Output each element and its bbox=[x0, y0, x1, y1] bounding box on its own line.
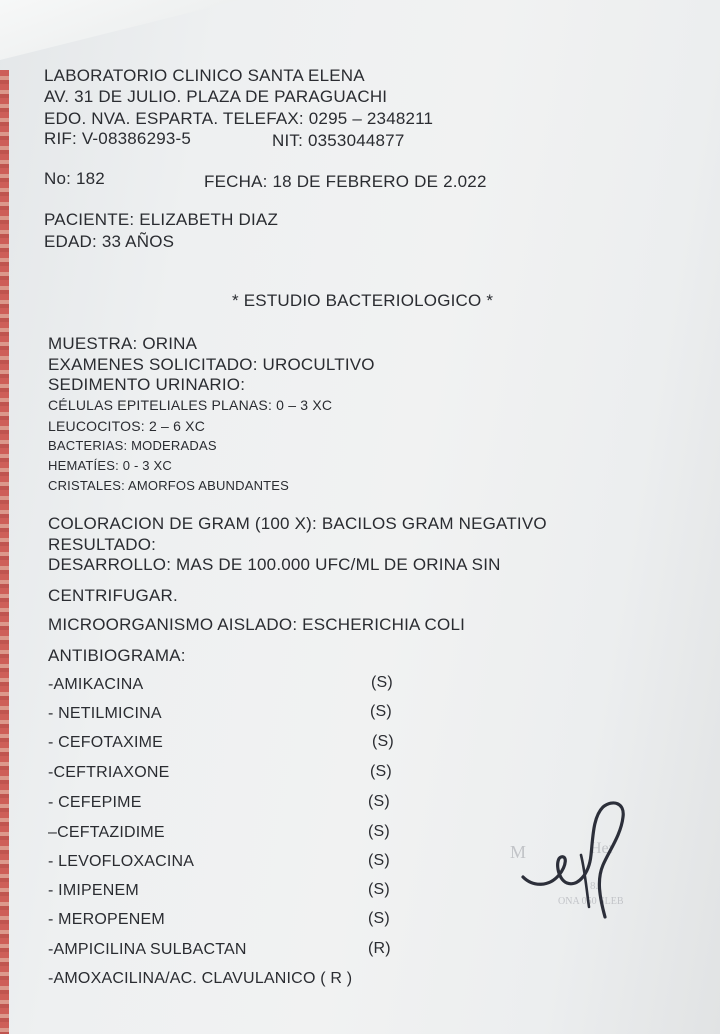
antibiotic-result: (S) bbox=[368, 852, 390, 869]
antibiogram-title: ANTIBIOGRAMA: bbox=[48, 646, 186, 665]
antibiotic-name-last: -AMOXACILINA/AC. CLAVULANICO ( R ) bbox=[48, 970, 353, 987]
antibiotic-result: (S) bbox=[368, 910, 390, 927]
gram-stain: COLORACION DE GRAM (100 X): BACILOS GRAM NEGATIVO bbox=[48, 514, 547, 533]
antibiotic-name: -AMPICILINA SULBACTAN bbox=[48, 941, 247, 958]
bacteria: BACTERIAS: MODERADAS bbox=[48, 438, 217, 453]
leukocytes: LEUCOCITOS: 2 – 6 XC bbox=[48, 418, 206, 434]
antibiotic-result: (S) bbox=[370, 703, 392, 720]
antibiotic-name: -CEFTRIAXONE bbox=[48, 764, 170, 781]
antibiotic-result: (R) bbox=[368, 940, 391, 957]
patient-age: EDAD: 33 AÑOS bbox=[44, 232, 175, 251]
antibiotic-result: (S) bbox=[372, 733, 394, 750]
crystals: CRISTALES: AMORFOS ABUNDANTES bbox=[48, 478, 290, 493]
antibiotic-name: - MEROPENEM bbox=[48, 911, 165, 928]
lab-name: LABORATORIO CLINICO SANTA ELENA bbox=[44, 66, 365, 85]
antibiotic-name: - CEFOTAXIME bbox=[48, 734, 163, 751]
red-cells: HEMATÍES: 0 - 3 XC bbox=[48, 458, 172, 473]
record-date: FECHA: 18 DE FEBRERO DE 2.022 bbox=[204, 172, 487, 191]
antibiotic-name: -AMIKACINA bbox=[48, 676, 144, 693]
antibiotic-name: –CEFTAZIDIME bbox=[48, 824, 165, 841]
antibiotic-result: (S) bbox=[368, 823, 390, 840]
lab-rif: RIF: V-08386293-5 bbox=[44, 129, 192, 148]
antibiotic-name: - IMIPENEM bbox=[48, 882, 139, 899]
result-label: RESULTADO: bbox=[48, 535, 157, 554]
epithelial-cells: CÉLULAS EPITELIALES PLANAS: 0 – 3 XC bbox=[48, 397, 333, 413]
antibiotic-result: (S) bbox=[370, 763, 392, 780]
signature bbox=[515, 795, 645, 925]
sample-type: MUESTRA: ORINA bbox=[48, 334, 198, 353]
antibiotic-name: - LEVOFLOXACINA bbox=[48, 853, 195, 870]
isolated-organism: MICROORGANISMO AISLADO: ESCHERICHIA COLI bbox=[48, 615, 466, 634]
antibiotic-result: (S) bbox=[368, 793, 390, 810]
growth-result: DESARROLLO: MAS DE 100.000 UFC/ML DE ORINA SIN bbox=[48, 555, 501, 574]
lab-location-phone: EDO. NVA. ESPARTA. TELEFAX: 0295 – 2348211 bbox=[44, 109, 434, 128]
antibiotic-result: (S) bbox=[368, 881, 390, 898]
growth-result-cont: CENTRIFUGAR. bbox=[48, 586, 178, 605]
paper-edge-stripe bbox=[0, 70, 9, 1034]
sediment-title: SEDIMENTO URINARIO: bbox=[48, 375, 246, 394]
stamp-text: M bbox=[510, 842, 527, 862]
stamp-text: ONA 050 SLEB bbox=[558, 896, 624, 907]
antibiotic-result: (S) bbox=[371, 674, 393, 691]
record-number: No: 182 bbox=[44, 169, 105, 188]
study-title: * ESTUDIO BACTERIOLOGICO * bbox=[232, 291, 494, 310]
requested-exams: EXAMENES SOLICITADO: UROCULTIVO bbox=[48, 355, 375, 374]
stamp-text: 8. bbox=[590, 880, 599, 892]
antibiotic-name: - NETILMICINA bbox=[48, 705, 162, 722]
patient-name: PACIENTE: ELIZABETH DIAZ bbox=[44, 210, 279, 229]
antibiotic-name: - CEFEPIME bbox=[48, 794, 142, 811]
lab-nit: NIT: 0353044877 bbox=[272, 131, 405, 150]
stamp-text: Her bbox=[590, 840, 614, 857]
lab-address: AV. 31 DE JULIO. PLAZA DE PARAGUACHI bbox=[44, 87, 388, 106]
